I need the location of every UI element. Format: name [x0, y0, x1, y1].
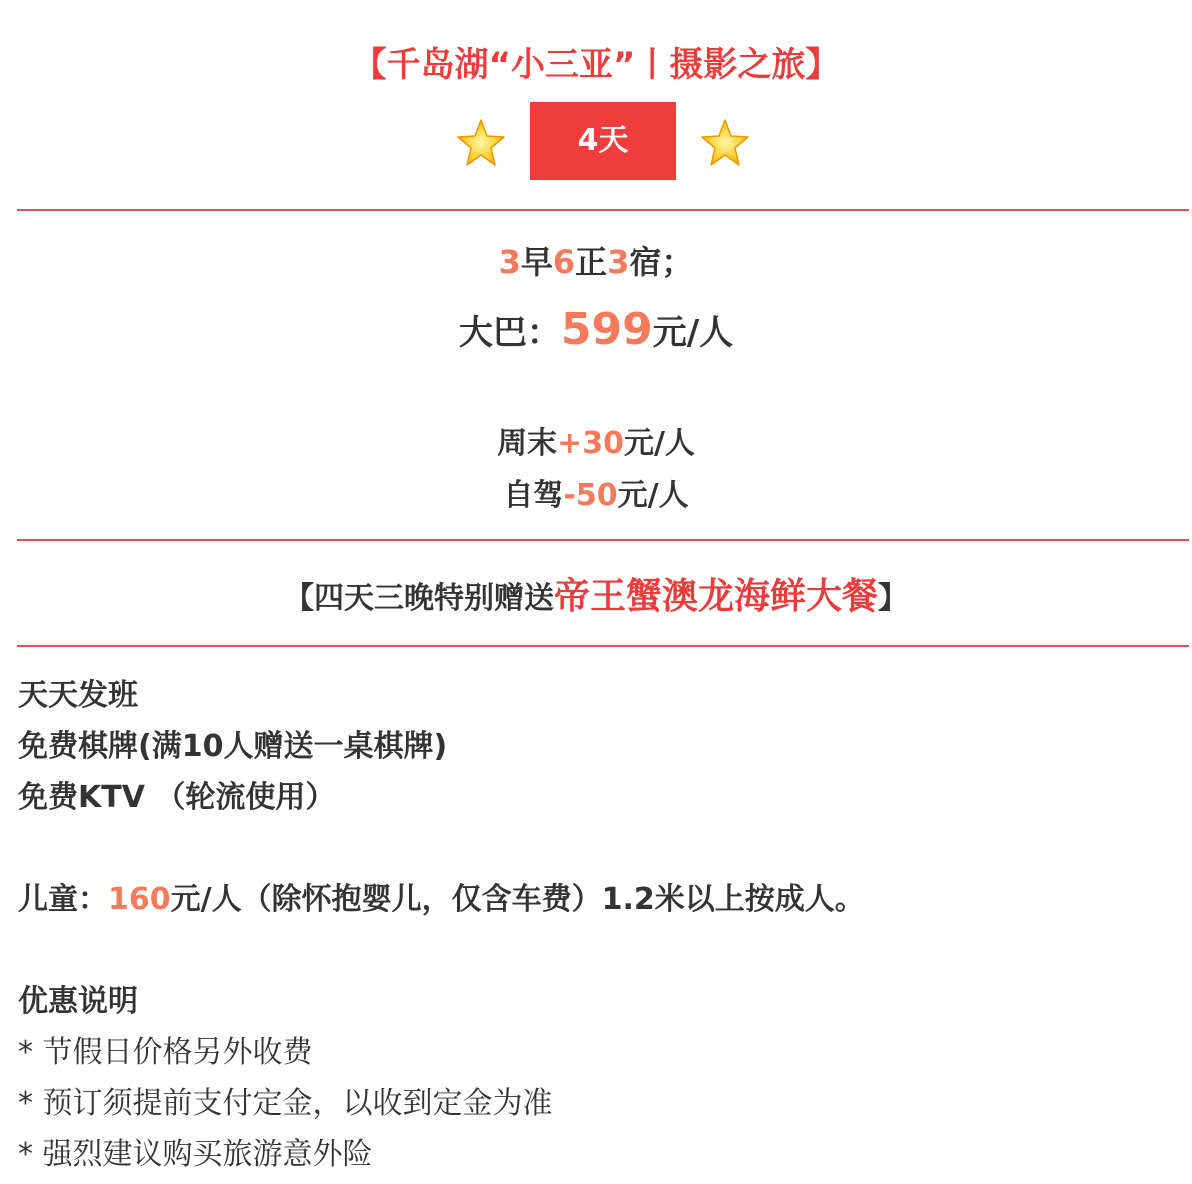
self-drive-delta: -50 — [563, 478, 618, 513]
features-list — [18, 670, 447, 823]
meals-summary — [0, 236, 1192, 288]
child-label: 儿童： — [18, 882, 108, 917]
star-icon — [700, 118, 750, 168]
self-drive-discount — [0, 472, 1192, 520]
self-drive-label: 自驾 — [503, 478, 564, 513]
child-price — [18, 874, 865, 925]
promo-banner — [0, 570, 1192, 626]
bus-price-value: 599 — [560, 304, 653, 355]
days-row — [0, 102, 1192, 180]
feature-item: 天天发班 — [18, 678, 138, 713]
feature-item: 免费KTV （轮流使用） — [18, 780, 336, 815]
night-count: 3 — [607, 243, 630, 281]
bus-price-unit: 元/人 — [652, 313, 734, 353]
child-price-value: 160 — [108, 882, 171, 917]
divider — [17, 645, 1189, 647]
breakfast-count: 3 — [498, 243, 521, 281]
notes-section — [18, 976, 553, 1180]
weekend-surcharge — [0, 420, 1192, 468]
meal-count: 6 — [552, 243, 576, 281]
weekend-label: 周末 — [497, 426, 558, 461]
promo-prefix: 【四天三晚特别赠送 — [283, 581, 554, 616]
weekend-unit: 元/人 — [623, 426, 695, 461]
note-item: * 预订须提前支付定金，以收到定金为准 — [18, 1086, 553, 1121]
note-item: * 强烈建议购买旅游意外险 — [18, 1137, 373, 1172]
promo-highlight: 帝王蟹澳龙海鲜大餐 — [553, 576, 878, 617]
weekend-delta: +30 — [557, 426, 624, 461]
promo-suffix: 】 — [878, 581, 908, 616]
note-item: * 节假日价格另外收费 — [18, 1035, 313, 1070]
notes-heading: 优惠说明 — [18, 984, 138, 1019]
self-drive-unit: 元/人 — [617, 478, 689, 513]
divider — [17, 539, 1189, 541]
meal-label: 正 — [575, 243, 608, 281]
divider — [17, 209, 1189, 211]
bus-label: 大巴： — [458, 313, 561, 353]
days-badge: 4天 — [530, 102, 676, 180]
page-title: 【千岛湖“小三亚”丨摄影之旅】 — [352, 45, 840, 85]
bus-price — [0, 298, 1192, 365]
child-price-note: 元/人（除怀抱婴儿，仅含车费）1.2米以上按成人。 — [170, 882, 865, 917]
star-icon — [456, 118, 506, 168]
night-label: 宿； — [629, 243, 694, 281]
breakfast-label: 早 — [520, 243, 553, 281]
feature-item: 免费棋牌(满10人赠送一桌棋牌) — [18, 729, 448, 764]
